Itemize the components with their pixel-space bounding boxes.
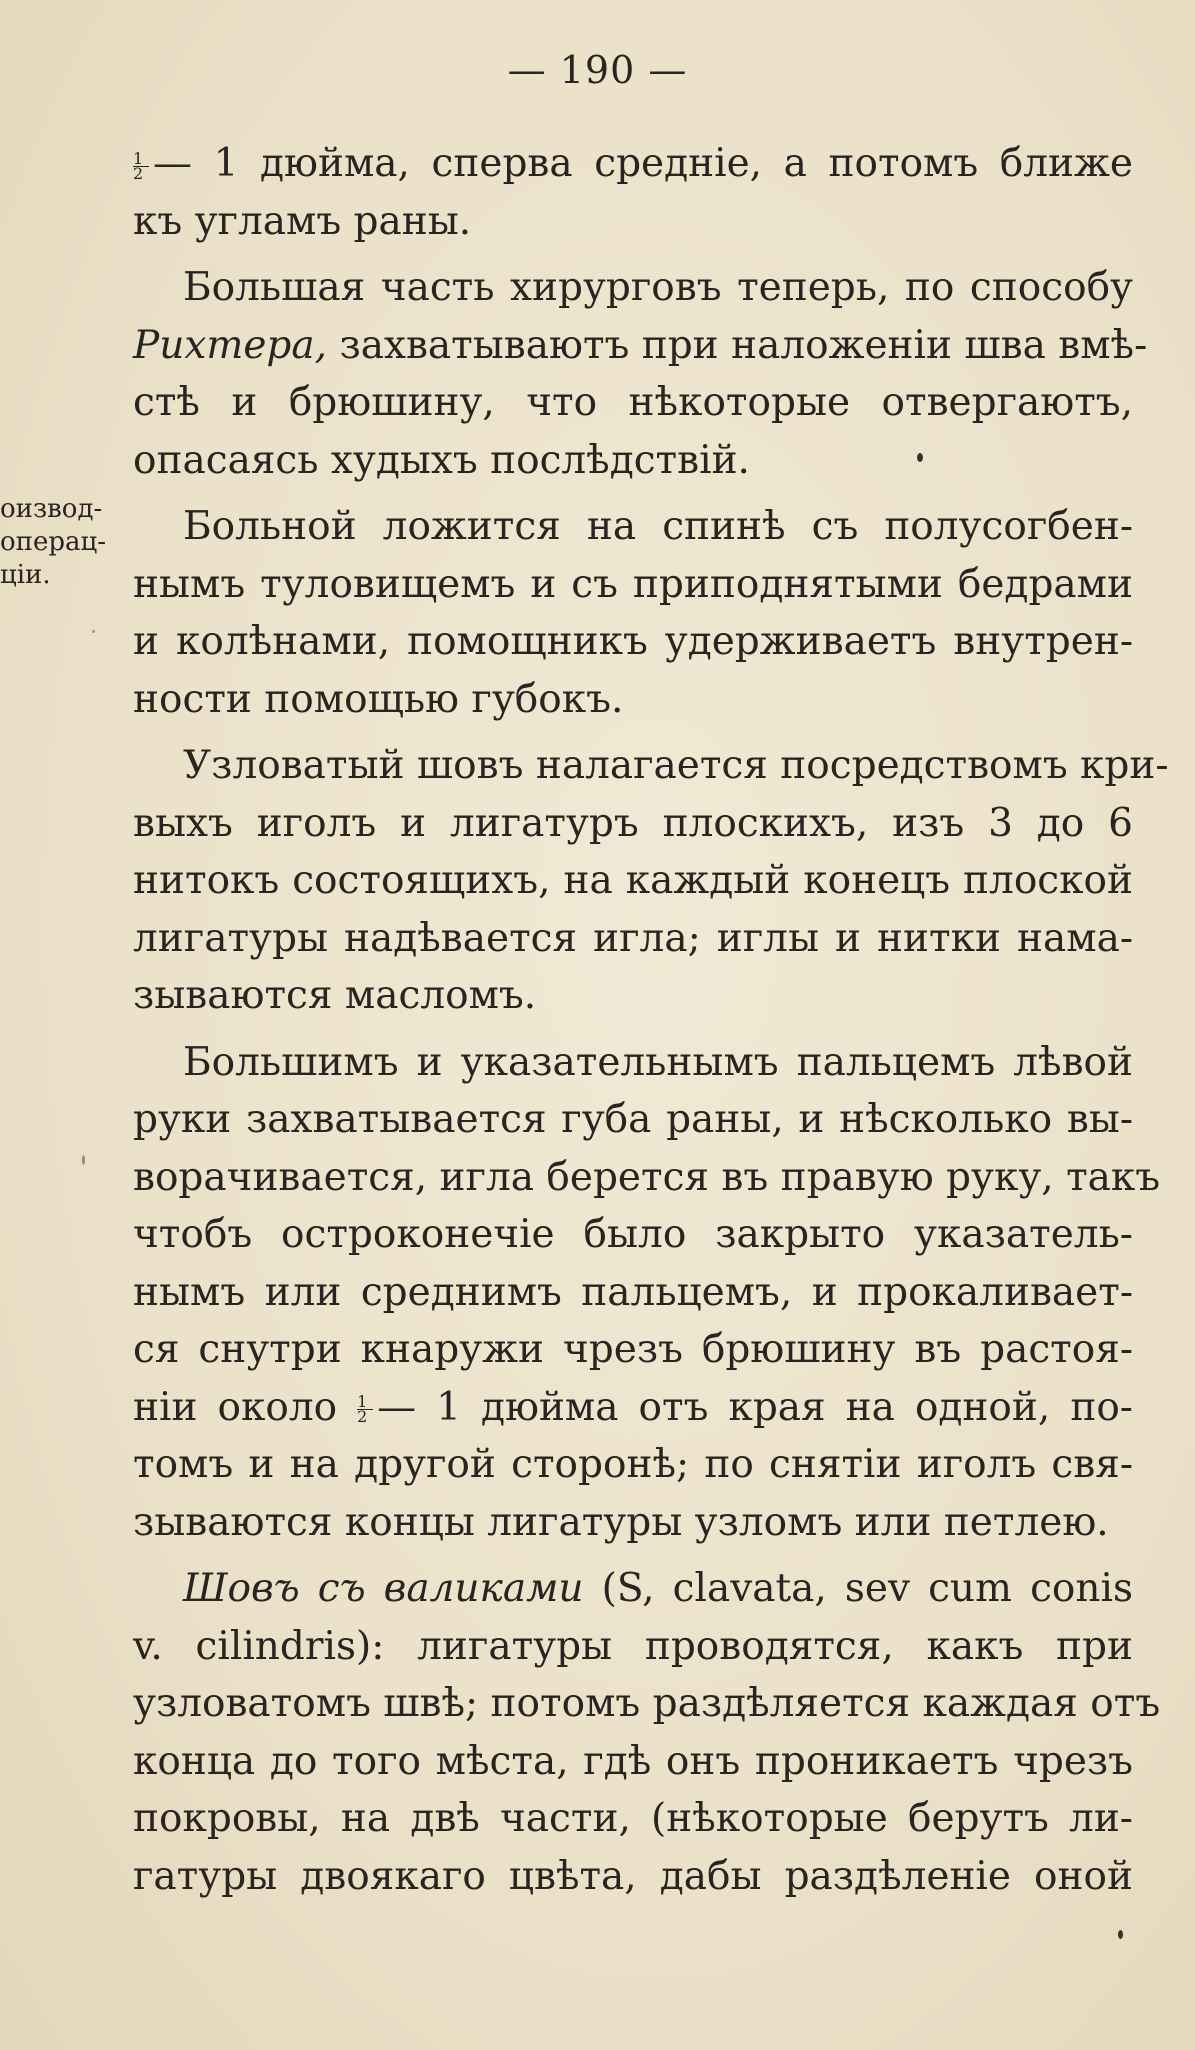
ink-speck (1118, 1930, 1123, 1939)
text-line: ворачивается, игла берется въ правую руку, такъ (133, 1154, 1161, 1200)
text-line: чтобъ остроконечіе было закрыто указатель- (133, 1212, 1133, 1257)
text-line: ности помощью губокъ. (133, 676, 624, 722)
fraction: $\frac{1}{2}$ (133, 152, 149, 181)
margin-note (0, 493, 110, 592)
body-text (133, 135, 1169, 1905)
text-line: опасаясь худыхъ послѣдствій. (133, 437, 750, 483)
text-line: ся снутри кнаружи чрезъ брюшину въ растоя- (133, 1327, 1133, 1372)
paragraph (133, 737, 1169, 1025)
text-line: ніи около $\frac{1}{2}$ — 1 дюйма отъ края на одной, по- (133, 1384, 1133, 1430)
text-line: стѣ и брюшину, что нѣкоторые отвергаютъ, (133, 380, 1133, 425)
ink-speck (92, 630, 95, 633)
paragraph (133, 1560, 1161, 1905)
ink-speck (917, 453, 923, 462)
paragraph (133, 1034, 1161, 1552)
text-line: покровы, на двѣ части, (нѣкоторые берутъ ли- (133, 1796, 1133, 1841)
text-line: зываются масломъ. (133, 973, 537, 1018)
text-line: узловатомъ швѣ; потомъ раздѣляется каждая отъ (133, 1681, 1161, 1726)
text-line: нымъ туловищемъ и съ приподнятыми бедрами (133, 561, 1133, 607)
italic-heading: Шовъ съ валиками (183, 1566, 584, 1611)
text-line: къ угламъ раны. (133, 198, 472, 244)
margin-note-line: операц- (0, 527, 107, 557)
paragraph (133, 498, 1133, 728)
page-number: — 190 — (507, 48, 688, 92)
text-line: Большая часть хирурговъ теперь, по способу (183, 265, 1133, 310)
text-line: и колѣнами, помощникъ удерживаетъ внутрен- (133, 619, 1133, 664)
text-line: выхъ иголъ и лигатуръ плоскихъ, изъ 3 до 6 (133, 800, 1133, 846)
text-line: конца до того мѣста, гдѣ онъ проникаетъ чрезъ (133, 1738, 1133, 1784)
text-line: Большимъ и указательнымъ пальцемъ лѣвой (183, 1039, 1133, 1085)
text-line: лигатуры надѣвается игла; иглы и нитки нама- (133, 915, 1133, 961)
italic-name: Рихтера, (133, 322, 328, 368)
text-line: гатуры двоякаго цвѣта, дабы раздѣленіе оной (133, 1853, 1133, 1899)
text-line: Больной ложится на спинѣ съ полусогбен- (183, 504, 1133, 549)
text-line: нитокъ состоящихъ, на каждый конецъ плоской (133, 858, 1133, 903)
text-line: Рихтера, захватываютъ при наложеніи шва вмѣ- (133, 322, 1148, 368)
margin-note-line: ціи. (0, 560, 51, 590)
text-line: зываются концы лигатуры узломъ или петлею. (133, 1499, 1109, 1545)
paragraph (133, 135, 1133, 250)
text-line: нымъ или среднимъ пальцемъ, и прокаливает- (133, 1269, 1133, 1315)
paragraph (133, 259, 1148, 489)
text-line: Узловатый шовъ налагается посредствомъ кри- (183, 743, 1169, 788)
text-line: Шовъ съ валиками (S, clavata, sev cum conis (183, 1566, 1133, 1611)
text-line: v. cilindris): лигатуры проводятся, какъ при (133, 1623, 1133, 1669)
text-line: томъ и на другой сторонѣ; по снятіи иголъ свя- (133, 1442, 1133, 1487)
margin-note-line: оизвод- (0, 494, 103, 524)
text-line: $\frac{1}{2}$ — 1 дюйма, сперва средніе, а потомъ ближе (133, 141, 1133, 186)
fraction: $\frac{1}{2}$ (357, 1395, 373, 1424)
text-line: руки захватывается губа раны, и нѣсколько вы- (133, 1097, 1133, 1142)
ink-speck (82, 1155, 85, 1165)
